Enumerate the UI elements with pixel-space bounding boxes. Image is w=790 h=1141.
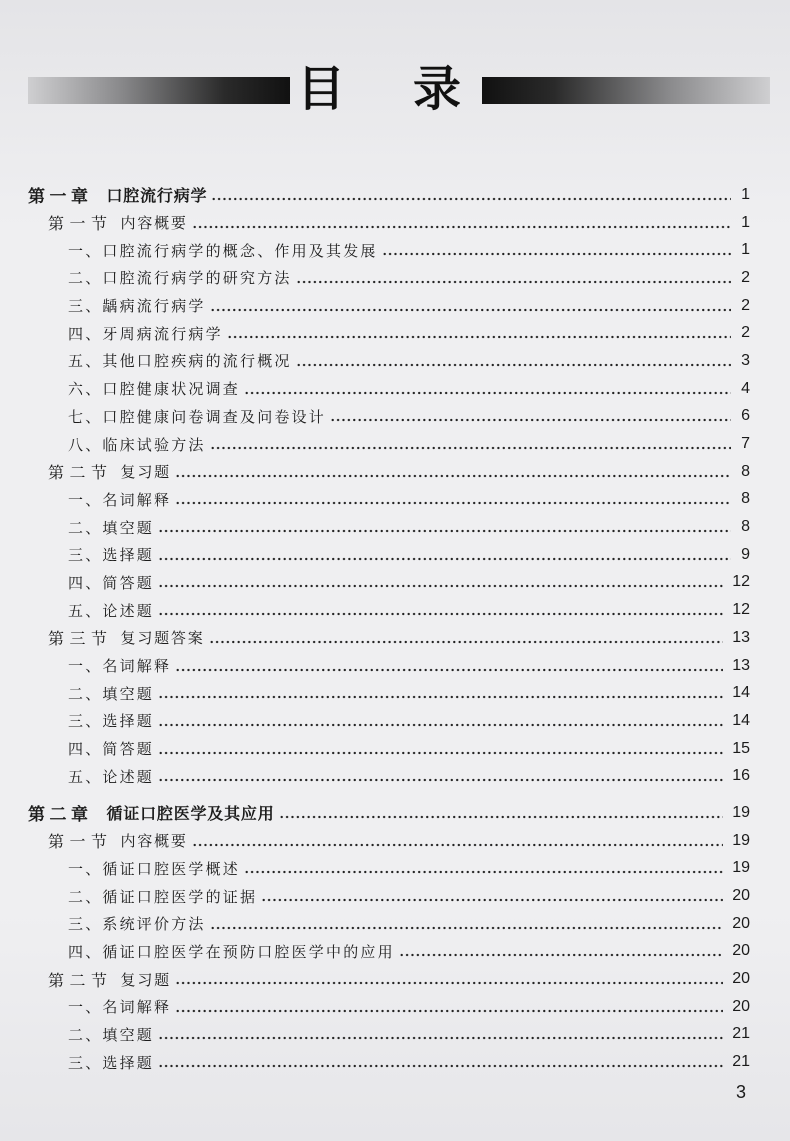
toc-entry-title: 一、名词解释 bbox=[68, 490, 172, 509]
section-heading bbox=[0, 458, 790, 486]
toc-entry-title: 二、填空题 bbox=[68, 1025, 155, 1044]
toc-entry-title: 二、口腔流行病学的研究方法 bbox=[68, 269, 292, 288]
dot-leader bbox=[158, 1036, 723, 1040]
toc-entry bbox=[0, 910, 790, 938]
chapter-heading bbox=[0, 181, 790, 209]
dot-leader bbox=[158, 584, 723, 588]
toc-entry bbox=[0, 882, 790, 910]
toc-page-number: 2 bbox=[741, 324, 750, 342]
toc-page-number: 20 bbox=[732, 942, 750, 960]
chapter-heading-title: 口腔流行病学 bbox=[106, 186, 208, 206]
toc-page-number: 1 bbox=[741, 185, 750, 203]
page-number: 3 bbox=[736, 1082, 747, 1102]
toc-entry bbox=[0, 292, 790, 320]
toc-entry-title: 三、选择题 bbox=[68, 1053, 155, 1072]
toc-entry bbox=[0, 679, 790, 707]
toc-page-number: 8 bbox=[741, 490, 750, 508]
page-title-char-2: 录 bbox=[413, 61, 462, 117]
toc-page-number: 12 bbox=[732, 601, 750, 619]
dot-leader bbox=[244, 870, 723, 874]
toc-page-number: 20 bbox=[732, 997, 750, 1015]
dot-leader bbox=[296, 363, 731, 367]
toc-entry-title: 三、选择题 bbox=[68, 546, 155, 565]
toc-page-number: 20 bbox=[732, 970, 750, 988]
toc-entry bbox=[0, 596, 790, 624]
section-heading bbox=[0, 209, 790, 237]
dot-leader bbox=[211, 197, 731, 201]
dot-leader bbox=[399, 953, 723, 957]
toc-entry-title: 七、口腔健康问卷调查及问卷设计 bbox=[68, 407, 327, 426]
section-heading-title: 复习题 bbox=[120, 463, 171, 482]
toc-entry bbox=[0, 430, 790, 458]
toc-entry-title: 四、循证口腔医学在预防口腔医学中的应用 bbox=[68, 942, 395, 961]
dot-leader bbox=[158, 612, 723, 616]
toc-page-number: 20 bbox=[732, 914, 750, 932]
toc-page-number: 19 bbox=[732, 859, 750, 877]
toc-entry-title: 一、名词解释 bbox=[68, 998, 172, 1017]
toc-entry bbox=[0, 486, 790, 514]
toc-page-number: 13 bbox=[732, 656, 750, 674]
toc-page-number: 15 bbox=[732, 739, 750, 757]
section-heading-number: 第二节 bbox=[48, 463, 113, 483]
toc-page-number: 12 bbox=[732, 573, 750, 591]
toc-page-number: 9 bbox=[741, 545, 750, 563]
dot-leader bbox=[209, 640, 724, 644]
toc-entry bbox=[0, 513, 790, 541]
toc-page-number: 13 bbox=[732, 628, 750, 646]
dot-leader bbox=[158, 557, 731, 561]
toc-entry bbox=[0, 403, 790, 431]
toc-entry-title: 一、循证口腔医学概述 bbox=[68, 859, 241, 878]
toc-page-number: 6 bbox=[741, 407, 750, 425]
section-heading-number: 第一节 bbox=[48, 832, 113, 852]
toc-page-number: 3 bbox=[741, 351, 750, 369]
dot-leader bbox=[296, 280, 731, 284]
toc-entry bbox=[0, 707, 790, 735]
dot-leader bbox=[382, 252, 731, 256]
toc-entry bbox=[0, 347, 790, 375]
chapter-heading-title: 循证口腔医学及其应用 bbox=[106, 804, 275, 824]
toc-page-number: 8 bbox=[741, 462, 750, 480]
section-heading-number: 第三节 bbox=[48, 629, 113, 649]
dot-leader bbox=[175, 501, 731, 505]
dot-leader bbox=[192, 225, 731, 229]
toc-page-number: 8 bbox=[741, 518, 750, 536]
toc-entry bbox=[0, 1021, 790, 1049]
toc-page-number: 21 bbox=[732, 1025, 750, 1043]
section-heading-title: 复习题 bbox=[120, 970, 171, 989]
toc-page-number: 20 bbox=[732, 887, 750, 905]
toc-entry bbox=[0, 569, 790, 597]
toc-entry bbox=[0, 938, 790, 966]
toc-page-number: 19 bbox=[732, 803, 750, 821]
toc-entry-title: 六、口腔健康状况调查 bbox=[68, 380, 241, 399]
toc-entry-title: 四、牙周病流行病学 bbox=[68, 324, 223, 343]
dot-leader bbox=[244, 391, 731, 395]
chapter-heading-number: 第二章 bbox=[28, 805, 93, 826]
dot-leader bbox=[210, 446, 731, 450]
toc-entry bbox=[0, 735, 790, 763]
dot-leader bbox=[175, 981, 723, 985]
toc-page-number: 19 bbox=[732, 831, 750, 849]
toc-entry-title: 四、简答题 bbox=[68, 740, 155, 759]
section-heading bbox=[0, 624, 790, 652]
dot-leader bbox=[158, 695, 723, 699]
page-title-char-1: 目 bbox=[297, 61, 346, 117]
toc-entry-title: 四、简答题 bbox=[68, 573, 155, 592]
toc-page-number: 21 bbox=[732, 1053, 750, 1071]
dot-leader bbox=[158, 1064, 723, 1068]
section-heading bbox=[0, 965, 790, 993]
section-heading-title: 复习题答案 bbox=[120, 629, 205, 648]
title-decoration-bar-left bbox=[28, 77, 290, 104]
chapter-heading bbox=[0, 799, 790, 827]
toc-entry-title: 八、临床试验方法 bbox=[68, 435, 206, 454]
toc-page-number: 4 bbox=[741, 379, 750, 397]
dot-leader bbox=[175, 1009, 723, 1013]
dot-leader bbox=[158, 751, 723, 755]
dot-leader bbox=[175, 668, 723, 672]
dot-leader bbox=[192, 843, 723, 847]
toc-page-number: 7 bbox=[741, 435, 750, 453]
section-heading-title: 内容概要 bbox=[120, 832, 188, 851]
dot-leader bbox=[158, 529, 731, 533]
dot-leader bbox=[210, 308, 731, 312]
dot-leader bbox=[227, 335, 731, 339]
section-heading bbox=[0, 827, 790, 855]
toc-page-number: 14 bbox=[732, 711, 750, 729]
toc-entry bbox=[0, 1048, 790, 1076]
table-of-contents bbox=[0, 181, 790, 1076]
dot-leader bbox=[261, 898, 723, 902]
toc-page-number: 16 bbox=[732, 767, 750, 785]
toc-entry bbox=[0, 652, 790, 680]
toc-entry bbox=[0, 855, 790, 883]
toc-entry-title: 五、论述题 bbox=[68, 601, 155, 620]
toc-entry bbox=[0, 375, 790, 403]
dot-leader bbox=[210, 926, 724, 930]
section-heading-title: 内容概要 bbox=[120, 214, 188, 233]
toc-entry bbox=[0, 236, 790, 264]
toc-page-number: 1 bbox=[741, 241, 750, 259]
toc-entry-title: 二、循证口腔医学的证据 bbox=[68, 887, 258, 906]
toc-entry-title: 二、填空题 bbox=[68, 684, 155, 703]
toc-entry bbox=[0, 541, 790, 569]
dot-leader bbox=[330, 418, 731, 422]
toc-entry-title: 三、选择题 bbox=[68, 712, 155, 731]
toc-page-number: 1 bbox=[741, 213, 750, 231]
toc-entry-title: 二、填空题 bbox=[68, 518, 155, 537]
dot-leader bbox=[279, 815, 724, 819]
toc-entry-title: 三、龋病流行病学 bbox=[68, 297, 206, 316]
toc-entry-title: 三、系统评价方法 bbox=[68, 915, 206, 934]
toc-entry-title: 五、其他口腔疾病的流行概况 bbox=[68, 352, 292, 371]
dot-leader bbox=[175, 474, 731, 478]
toc-page-number: 2 bbox=[741, 268, 750, 286]
section-heading-number: 第二节 bbox=[48, 970, 113, 990]
title-decoration-bar-right bbox=[482, 77, 770, 104]
toc-entry-title: 五、论述题 bbox=[68, 767, 155, 786]
dot-leader bbox=[158, 778, 723, 782]
toc-page-number: 14 bbox=[732, 684, 750, 702]
toc-entry bbox=[0, 993, 790, 1021]
toc-entry bbox=[0, 319, 790, 347]
dot-leader bbox=[158, 723, 723, 727]
section-heading-number: 第一节 bbox=[48, 214, 113, 234]
toc-entry-title: 一、名词解释 bbox=[68, 657, 172, 676]
toc-entry bbox=[0, 264, 790, 292]
toc-page-number: 2 bbox=[741, 296, 750, 314]
toc-entry bbox=[0, 762, 790, 790]
toc-entry-title: 一、口腔流行病学的概念、作用及其发展 bbox=[68, 241, 378, 260]
chapter-heading-number: 第一章 bbox=[28, 187, 93, 208]
